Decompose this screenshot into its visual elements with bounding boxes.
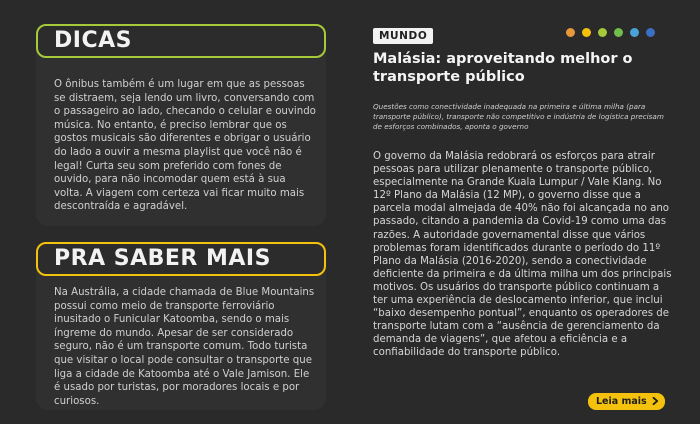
chevron-right-icon bbox=[650, 396, 659, 407]
article-subtitle: Questões como conectividade inadequada na primeira e última milha (para transporte público), transporte não competitivo e indústria de logística precisam de esforços combinados, aponta o governo bbox=[373, 102, 664, 131]
news-article bbox=[373, 24, 673, 360]
article-headline[interactable]: Malásia: aproveitando melhor o transporte público bbox=[373, 51, 633, 85]
article-body: O governo da Malásia redobrará os esforços para atrair pessoas para utilizar plenamente o transporte público, especialmente na Grande Kuala Lumpur / Vale Klang. No 12º Plano da Malásia (12 MP), o governo disse que a parcela modal almejada de 40% não foi alcançada no ano passado, citando a pandemia da Covid-19 como uma das razões. A autoridade governamental disse que vários problemas foram identificados durante o período do 11º Plano da Malásia (2016-2020), sendo a conectividade deficiente da primeira e da última milha um dos principais motivos. Os usuários do transporte público continuam a ter uma experiência de deslocamento inferior, que inclui “baixo desempenho pontual”, enquanto os operadores de transporte lutam com a “ausência de gerenciamento da demanda de viagens”, que afetou a eficiência e a confiabilidade do transporte público. bbox=[373, 151, 672, 359]
learn-more-card-body: Na Austrália, a cidade chamada de Blue Mountains possui como meio de transporte ferroviário inusitado o Funicular Katoomba, sendo o mais íngreme do mundo. Apesar de ser considerado seguro, não é um transporte comum. Todo turista que visitar o local pode consultar o transporte que liga a cidade de Katoomba até o Vale Jamison. Ele é usado por turistas, por moradores locais e por curiosos. bbox=[54, 287, 315, 407]
read-more-label: Leia mais bbox=[596, 396, 647, 407]
category-tag: MUNDO bbox=[373, 28, 433, 44]
learn-more-card bbox=[36, 242, 326, 410]
tips-card bbox=[36, 24, 326, 226]
tips-card-body: O ônibus também é um lugar em que as pessoas se distraem, seja lendo um livro, conversando com o passageiro ao lado, checando o celular e ouvindo música. No entanto, é preciso lembrar que os gostos musicais são diferentes e obrigar o usuário do lado a ouvir a mesma playlist que você não é legal! Curta seu som preferido com fones de ouvido, para não incomodar quem está à sua volta. A viagem com certeza vai ficar muito mais descontraída e agradável. bbox=[54, 79, 316, 213]
learn-more-card-title: PRA SABER MAIS bbox=[36, 242, 326, 276]
tips-card-title: DICAS bbox=[36, 24, 326, 58]
read-more-button[interactable] bbox=[588, 393, 665, 410]
